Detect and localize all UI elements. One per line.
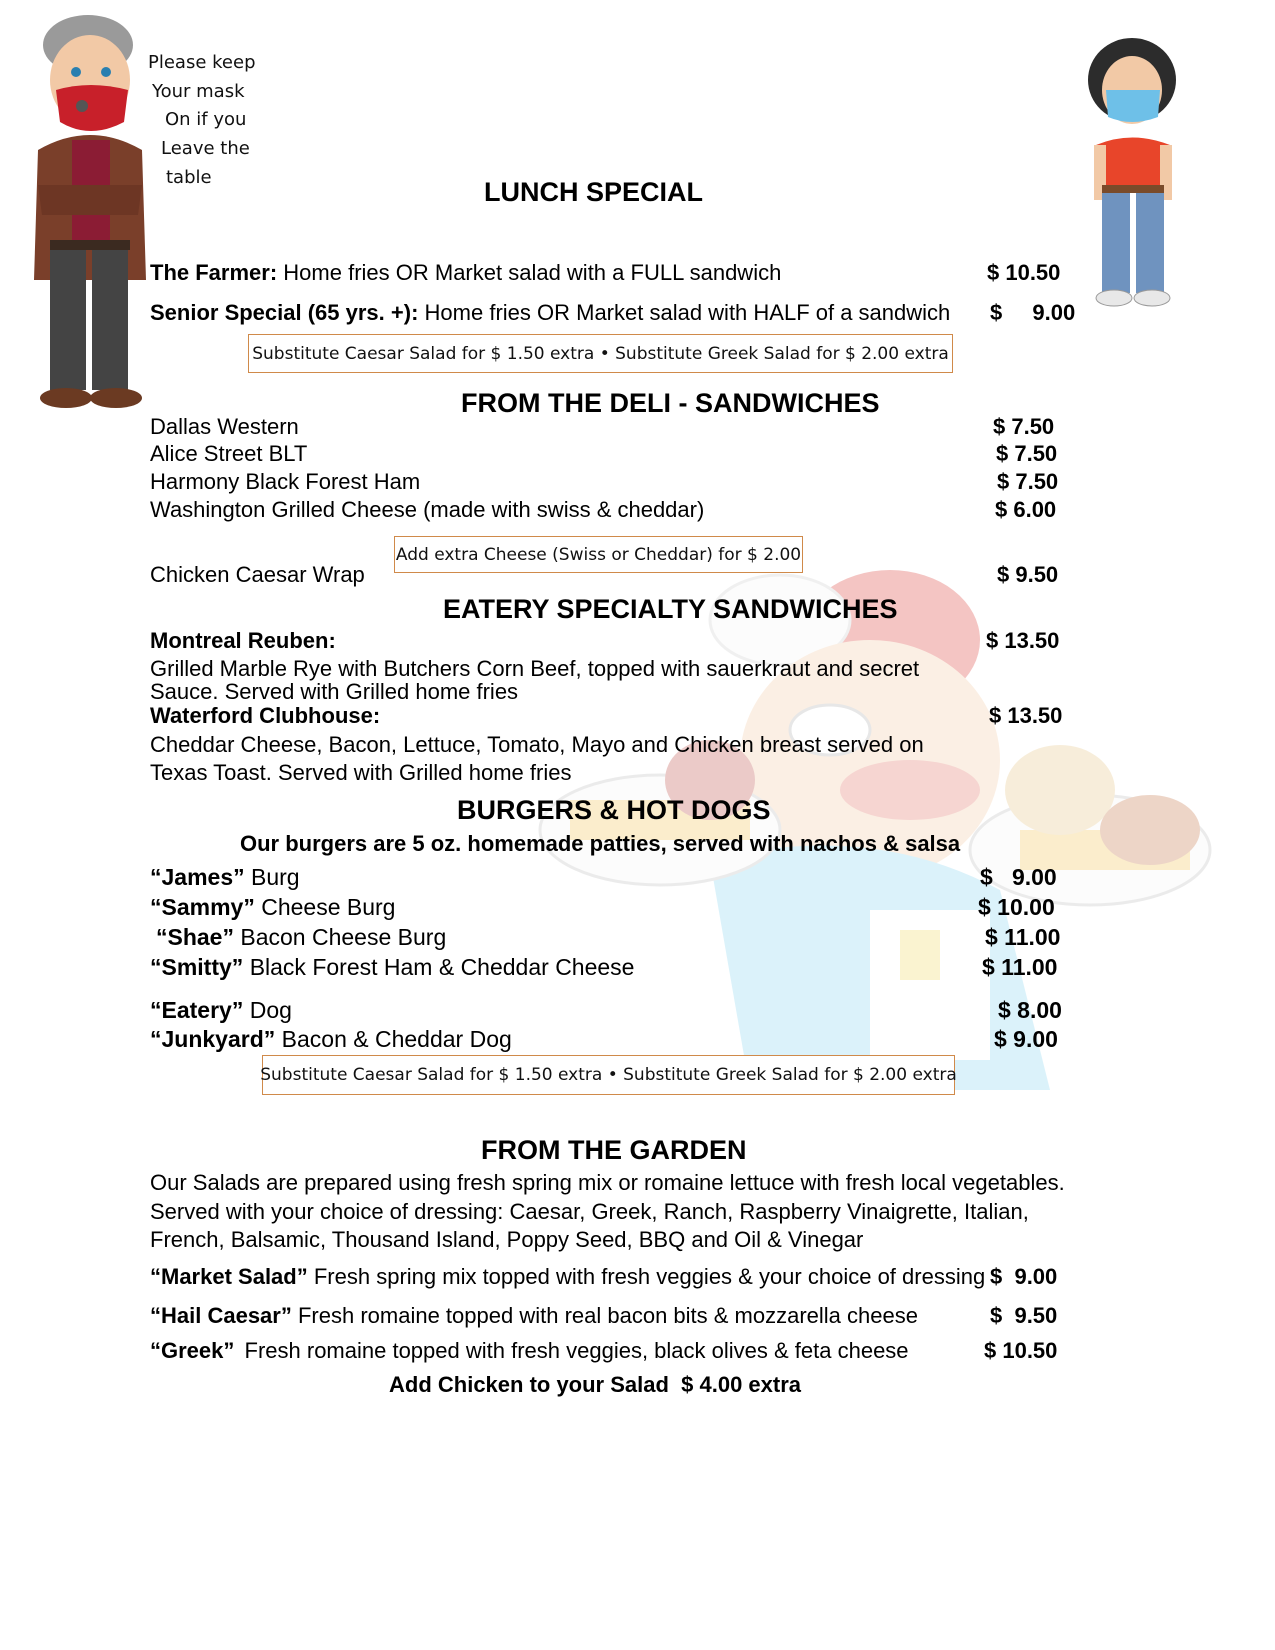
burger-price-james: $ 9.00 xyxy=(980,864,1057,890)
salad-price-hail-caesar: $ 9.50 xyxy=(990,1303,1058,1328)
deli-price-harmony-ham: $ 7.50 xyxy=(997,469,1059,494)
specialty-desc-waterford-clubhouse-1: Cheddar Cheese, Bacon, Lettuce, Tomato, Mayo and Chicken breast served on xyxy=(150,732,924,757)
burger-price-smitty: $ 11.00 xyxy=(982,954,1058,980)
hotdog-desc: Bacon & Cheddar Dog xyxy=(281,1026,512,1052)
deli-price-chicken-caesar-wrap: $ 9.50 xyxy=(997,562,1059,587)
senior-name: Senior Special (65 yrs. +): xyxy=(150,300,419,325)
burger-item-smitty xyxy=(150,956,634,979)
garden-intro-line-1: Our Salads are prepared using fresh spring mix or romaine lettuce with fresh local vegetables. xyxy=(150,1170,1065,1195)
add-chicken-note: Add Chicken to your Salad $ 4.00 extra xyxy=(389,1372,802,1397)
specialty-heading: EATERY SPECIALTY SANDWICHES xyxy=(443,594,898,624)
specialty-desc-waterford-clubhouse-2: Texas Toast. Served with Grilled home fries xyxy=(150,760,572,785)
hotdog-nick: “Junkyard” xyxy=(150,1026,276,1052)
deli-price-alice-street-blt: $ 7.50 xyxy=(996,441,1058,466)
salad-price-greek: $ 10.50 xyxy=(984,1338,1058,1363)
burgers-subtitle: Our burgers are 5 oz. homemade patties, served with nachos & salsa xyxy=(240,831,961,856)
deli-item-chicken-caesar-wrap: Chicken Caesar Wrap xyxy=(150,562,365,587)
hotdog-item-eatery xyxy=(150,999,292,1022)
farmer-price: $ 10.50 xyxy=(987,260,1061,285)
burger-desc: Black Forest Ham & Cheddar Cheese xyxy=(249,954,635,980)
woman-with-mask-icon xyxy=(1080,35,1190,310)
senior-price-value: 9.00 xyxy=(1032,300,1076,325)
burgers-substitute-note: Substitute Caesar Salad for $ 1.50 extra • Substitute Greek Salad for $ 2.00 extra xyxy=(262,1055,955,1095)
deli-item-grilled-cheese: Washington Grilled Cheese (made with swiss & cheddar) xyxy=(150,497,705,522)
deli-item-harmony-ham: Harmony Black Forest Ham xyxy=(150,469,421,494)
hotdog-item-junkyard xyxy=(150,1028,512,1051)
farmer-desc: Home fries OR Market salad with a FULL sandwich xyxy=(283,260,782,285)
salad-desc: Fresh romaine topped with real bacon bits & mozzarella cheese xyxy=(297,1303,918,1328)
specialty-item-waterford-clubhouse: Waterford Clubhouse: xyxy=(150,703,381,728)
garden-heading: FROM THE GARDEN xyxy=(481,1135,747,1165)
deli-item-alice-street-blt: Alice Street BLT xyxy=(150,441,308,466)
salad-desc: Fresh romaine topped with fresh veggies, black olives & feta cheese xyxy=(244,1338,909,1363)
mask-note-line-5: table xyxy=(166,167,212,188)
salad-nick: “Hail Caesar” xyxy=(150,1303,292,1328)
salad-item-greek xyxy=(150,1340,909,1362)
mask-note-line-4: Leave the xyxy=(161,138,250,159)
salad-desc: Fresh spring mix topped with fresh veggies & your choice of dressing xyxy=(313,1264,986,1289)
extra-cheese-note: Add extra Cheese (Swiss or Cheddar) for $ 2.00 xyxy=(394,536,803,573)
deli-price-grilled-cheese: $ 6.00 xyxy=(995,497,1057,522)
burger-item-sammy xyxy=(150,896,395,919)
senior-price-symbol: $ xyxy=(990,300,1003,325)
garden-intro-line-2: Served with your choice of dressing: Caesar, Greek, Ranch, Raspberry Vinaigrette, Italian, xyxy=(150,1199,1029,1224)
burger-item-shae xyxy=(156,926,446,949)
deli-item-dallas-western: Dallas Western xyxy=(150,414,299,439)
burger-nick: “James” xyxy=(150,864,245,890)
senior-item xyxy=(150,302,950,324)
garden-intro-line-3: French, Balsamic, Thousand Island, Poppy Seed, BBQ and Oil & Vinegar xyxy=(150,1227,864,1252)
specialty-price-montreal-reuben: $ 13.50 xyxy=(986,628,1060,653)
senior-desc: Home fries OR Market salad with HALF of a sandwich xyxy=(424,300,951,325)
mask-note-line-3: On if you xyxy=(165,109,247,130)
specialty-price-waterford-clubhouse: $ 13.50 xyxy=(989,703,1063,728)
man-with-mask-icon xyxy=(20,10,150,410)
mask-note-line-2: Your mask xyxy=(152,81,245,102)
salad-nick: “Market Salad” xyxy=(150,1264,308,1289)
salad-nick: “Greek” xyxy=(150,1338,235,1363)
farmer-item xyxy=(150,262,781,284)
specialty-item-montreal-reuben: Montreal Reuben: xyxy=(150,628,336,653)
senior-price xyxy=(990,302,1075,324)
burger-nick: “Smitty” xyxy=(150,954,244,980)
specialty-desc-montreal-reuben-2: Sauce. Served with Grilled home fries xyxy=(150,679,519,704)
hotdog-desc: Dog xyxy=(249,997,292,1023)
salad-item-hail-caesar xyxy=(150,1305,918,1327)
burger-item-james xyxy=(150,866,300,889)
mask-note-line-1: Please keep xyxy=(148,52,256,73)
hotdog-nick: “Eatery” xyxy=(150,997,244,1023)
burger-desc: Cheese Burg xyxy=(261,894,396,920)
salad-item-market xyxy=(150,1266,985,1288)
burger-nick: “Shae” xyxy=(156,924,234,950)
farmer-name: The Farmer: xyxy=(150,260,278,285)
burger-price-sammy: $ 10.00 xyxy=(978,894,1055,920)
specialty-desc-montreal-reuben-1: Grilled Marble Rye with Butchers Corn Beef, topped with sauerkraut and secret xyxy=(150,656,920,681)
deli-price-dallas-western: $ 7.50 xyxy=(993,414,1055,439)
burger-desc: Burg xyxy=(251,864,300,890)
deli-heading: FROM THE DELI - SANDWICHES xyxy=(461,388,880,418)
hotdog-price-eatery: $ 8.00 xyxy=(998,997,1062,1023)
lunch-special-heading: LUNCH SPECIAL xyxy=(484,177,704,207)
burger-price-shae: $ 11.00 xyxy=(985,924,1061,950)
burger-desc: Bacon Cheese Burg xyxy=(240,924,447,950)
burger-nick: “Sammy” xyxy=(150,894,255,920)
hotdog-price-junkyard: $ 9.00 xyxy=(994,1026,1058,1052)
burgers-heading: BURGERS & HOT DOGS xyxy=(457,795,771,825)
lunch-substitute-note: Substitute Caesar Salad for $ 1.50 extra • Substitute Greek Salad for $ 2.00 extra xyxy=(248,334,953,373)
salad-price-market: $ 9.00 xyxy=(990,1264,1058,1289)
